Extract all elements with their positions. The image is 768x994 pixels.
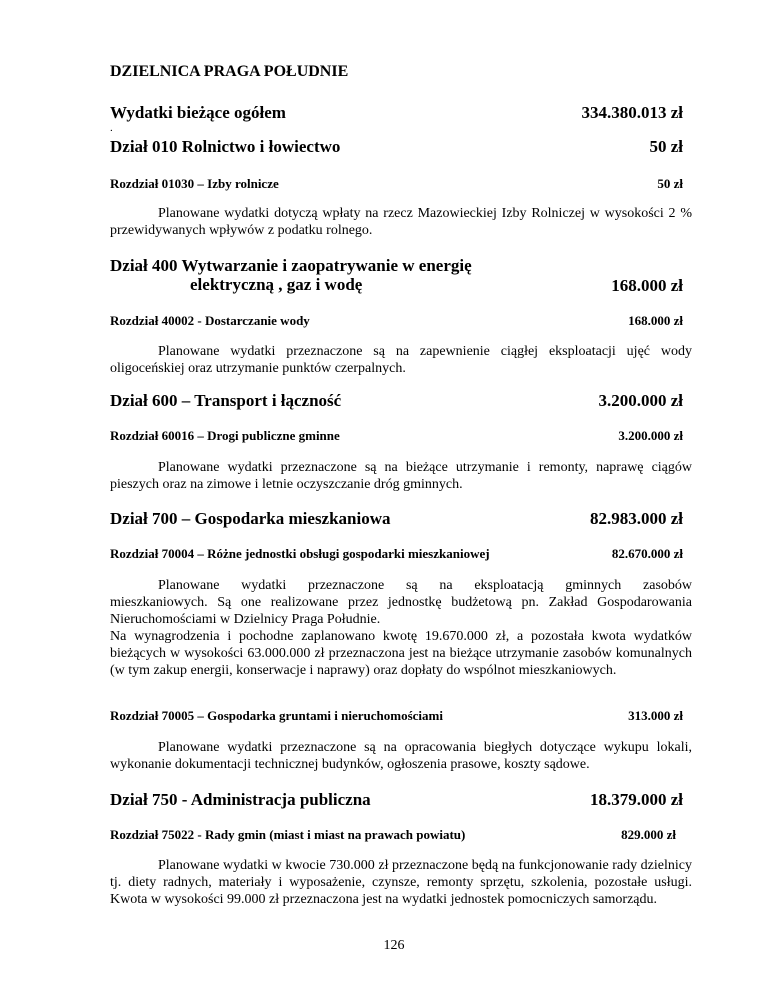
subsection-70005-label: Rozdział 70005 – Gospodarka gruntami i nieruchomościami <box>110 708 443 723</box>
section-700-paragraph-3: Planowane wydatki przeznaczone są na opracowania biegłych dotyczące wykupu lokali, wykonanie dokumentacji technicznej budynków, ogłoszenia prasowe, koszty sądowe. <box>110 740 692 772</box>
subsection-70005-amount: 313.000 zł <box>628 708 683 723</box>
subsection-70004-label: Rozdział 70004 – Różne jednostki obsługi gospodarki mieszkaniowej <box>110 546 490 561</box>
section-750-paragraph: Planowane wydatki w kwocie 730.000 zł przeznaczone będą na funkcjonowanie rady dzielnicy tj. diety radnych, materiały i wyposażenie, czynsze, remonty sprzętu, szkolenia, pozostałe usługi. Kwota w wysokości 99.000 zł przeznaczona jest na wydatki jednostek pomocniczych samorządu. <box>110 858 692 907</box>
section-700-paragraph-1-line-1: Planowane wydatki przeznaczone są na eksploatacją gminnych zasobów <box>158 578 692 593</box>
section-700-amount: 82.983.000 zł <box>589 509 683 528</box>
section-700-paragraph-1: mieszkaniowych. Są one realizowane przez jednostkę budżetową pn. Zakład Gospodarowania Nieruchomościami w Dzielnicy Praga Południe. <box>110 595 692 627</box>
subsection-70004-amount: 82.670.000 zł <box>611 546 683 561</box>
total-expenses-label: Wydatki bieżące ogółem <box>110 103 286 122</box>
subsection-01030-amount: 50 zł <box>657 176 683 191</box>
section-010-amount: 50 zł <box>649 137 683 156</box>
stray-dot: . <box>110 122 113 134</box>
section-010-heading: Dział 010 Rolnictwo i łowiectwo <box>110 137 341 156</box>
section-010-paragraph: Planowane wydatki dotyczą wpłaty na rzecz Mazowieckiej Izby Rolniczej w wysokości 2 % przewidywanych wpływów z podatku rolnego. <box>110 206 692 238</box>
subsection-60016-label: Rozdział 60016 – Drogi publiczne gminne <box>110 428 340 443</box>
subsection-40002-label: Rozdział 40002 - Dostarczanie wody <box>110 313 310 328</box>
page-title: DZIELNICA PRAGA POŁUDNIE <box>110 63 349 80</box>
section-400-heading-line2: elektryczną , gaz i wodę <box>190 275 363 294</box>
section-600-heading: Dział 600 – Transport i łączność <box>110 391 342 410</box>
section-600-paragraph: Planowane wydatki przeznaczone są na bieżące utrzymanie i remonty, naprawę ciągów pieszych oraz na zimowe i letnie oczyszczanie dróg gminnych. <box>110 460 692 492</box>
section-750-amount: 18.379.000 zł <box>589 790 683 809</box>
total-expenses-value: 334.380.013 zł <box>581 103 683 122</box>
section-700-heading: Dział 700 – Gospodarka mieszkaniowa <box>110 509 391 528</box>
section-400-amount: 168.000 zł <box>611 276 683 295</box>
section-400-paragraph: Planowane wydatki przeznaczone są na zapewnienie ciągłej eksploatacji ujęć wody oligoceńskiej oraz utrzymanie punktów czerpalnych. <box>110 344 692 376</box>
subsection-75022-amount: 829.000 zł <box>621 827 676 842</box>
subsection-75022-label: Rozdział 75022 - Rady gmin (miast i miast na prawach powiatu) <box>110 827 466 842</box>
section-400-heading-line1: Dział 400 Wytwarzanie i zaopatrywanie w energię <box>110 256 472 275</box>
subsection-40002-amount: 168.000 zł <box>628 313 683 328</box>
page-number: 126 <box>383 938 405 953</box>
section-750-heading: Dział 750 - Administracja publiczna <box>110 790 371 809</box>
section-700-paragraph-2: Na wynagrodzenia i pochodne zaplanowano kwotę 19.670.000 zł, a pozostała kwota wydatków bieżących w wysokości 63.000.000 zł przeznaczona jest na bieżące utrzymanie zasobów komunalnych (w tym zakup energii, konserwacje i naprawy) oraz dopłaty do wspólnot mieszkaniowych. <box>110 629 692 678</box>
subsection-60016-amount: 3.200.000 zł <box>618 428 683 443</box>
section-600-amount: 3.200.000 zł <box>598 391 683 410</box>
subsection-01030-label: Rozdział 01030 – Izby rolnicze <box>110 176 279 191</box>
